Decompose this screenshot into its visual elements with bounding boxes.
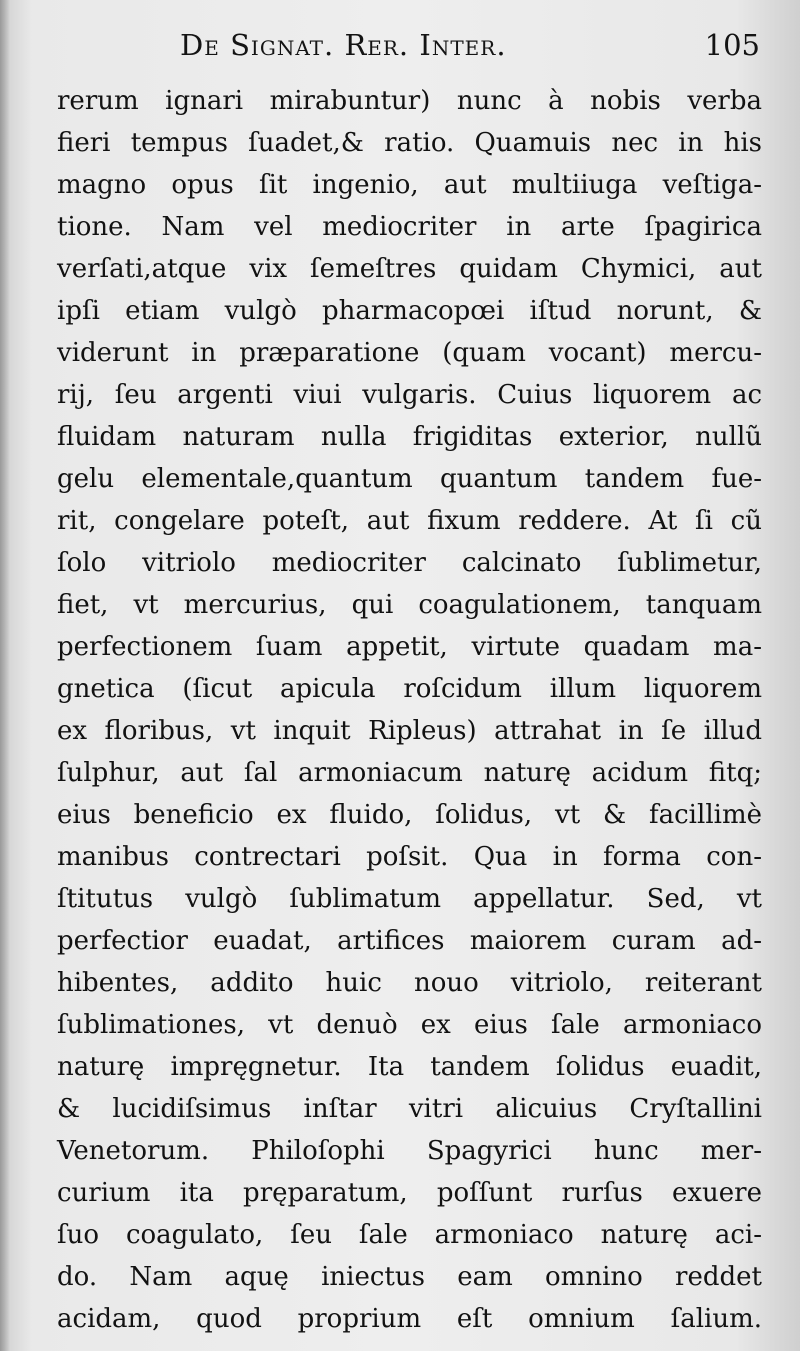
text-line: hibentes, addito huic nouo vitriolo, reiterant [57, 968, 762, 998]
text-line: magno opus ſit ingenio, aut multiiuga veſtiga- [57, 170, 762, 200]
running-title: De Signat. Rer. Inter. [180, 28, 507, 62]
text-line: naturę impręgnetur. Ita tandem ſolidus euadit, [57, 1052, 762, 1082]
text-line: ſolo vitriolo mediocriter calcinato ſublimetur, [57, 548, 762, 578]
text-line: ſublimationes, vt denuò ex eius ſale armoniaco [57, 1010, 762, 1040]
text-line: viderunt in præparatione (quam vocant) mercu- [57, 338, 762, 368]
text-line: ipſi etiam vulgò pharmacopœi iſtud norunt, & [57, 296, 762, 326]
text-line: curium ita pręparatum, poſſunt rurſus exuere [57, 1178, 762, 1208]
text-line: fieri tempus ſuadet,& ratio. Quamuis nec in his [57, 128, 762, 158]
body-text [57, 80, 762, 1340]
text-line: tione. Nam vel mediocriter in arte ſpagirica [57, 212, 762, 242]
gutter-shadow [0, 0, 10, 1351]
text-line: gelu elementale,quantum quantum tandem fue- [57, 464, 762, 494]
text-line: ſtitutus vulgò ſublimatum appellatur. Sed, vt [57, 884, 762, 914]
text-line: Venetorum. Philoſophi Spagyrici hunc mer- [57, 1136, 762, 1166]
text-line: acidam, quod proprium eſt omnium ſalium. [57, 1304, 762, 1334]
text-line: ſuo coagulato, ſeu ſale armoniaco naturę aci- [57, 1220, 762, 1250]
text-line: rerum ignari mirabuntur) nunc à nobis verba [57, 86, 762, 116]
text-line: manibus contrectari poſsit. Qua in forma con- [57, 842, 762, 872]
text-line: & lucidiſsimus inſtar vitri alicuius Cryſtallini [57, 1094, 762, 1124]
text-line: ex floribus, vt inquit Ripleus) attrahat in ſe illud [57, 716, 762, 746]
text-line: verſati,atque vix ſemeſtres quidam Chymici, aut [57, 254, 762, 284]
text-line: rit, congelare poteſt, aut fixum reddere. At ſi cũ [57, 506, 762, 536]
text-line: eius beneficio ex fluido, ſolidus, vt & facillimè [57, 800, 762, 830]
text-line: fiet, vt mercurius, qui coagulationem, tanquam [57, 590, 762, 620]
text-line: ſulphur, aut ſal armoniacum naturę acidum fitq; [57, 758, 762, 788]
text-line: perfectior euadat, artifices maiorem curam ad- [57, 926, 762, 956]
text-line: rij, ſeu argenti viui vulgaris. Cuius liquorem ac [57, 380, 762, 410]
text-line: do. Nam aquę iniectus eam omnino reddet [57, 1262, 762, 1292]
text-line: fluidam naturam nulla frigiditas exterior, nullũ [57, 422, 762, 452]
page-number: 105 [704, 28, 760, 62]
page-header [180, 28, 760, 64]
text-line: gnetica (ſicut apicula roſcidum illum liquorem [57, 674, 762, 704]
text-line: perfectionem ſuam appetit, virtute quadam ma- [57, 632, 762, 662]
